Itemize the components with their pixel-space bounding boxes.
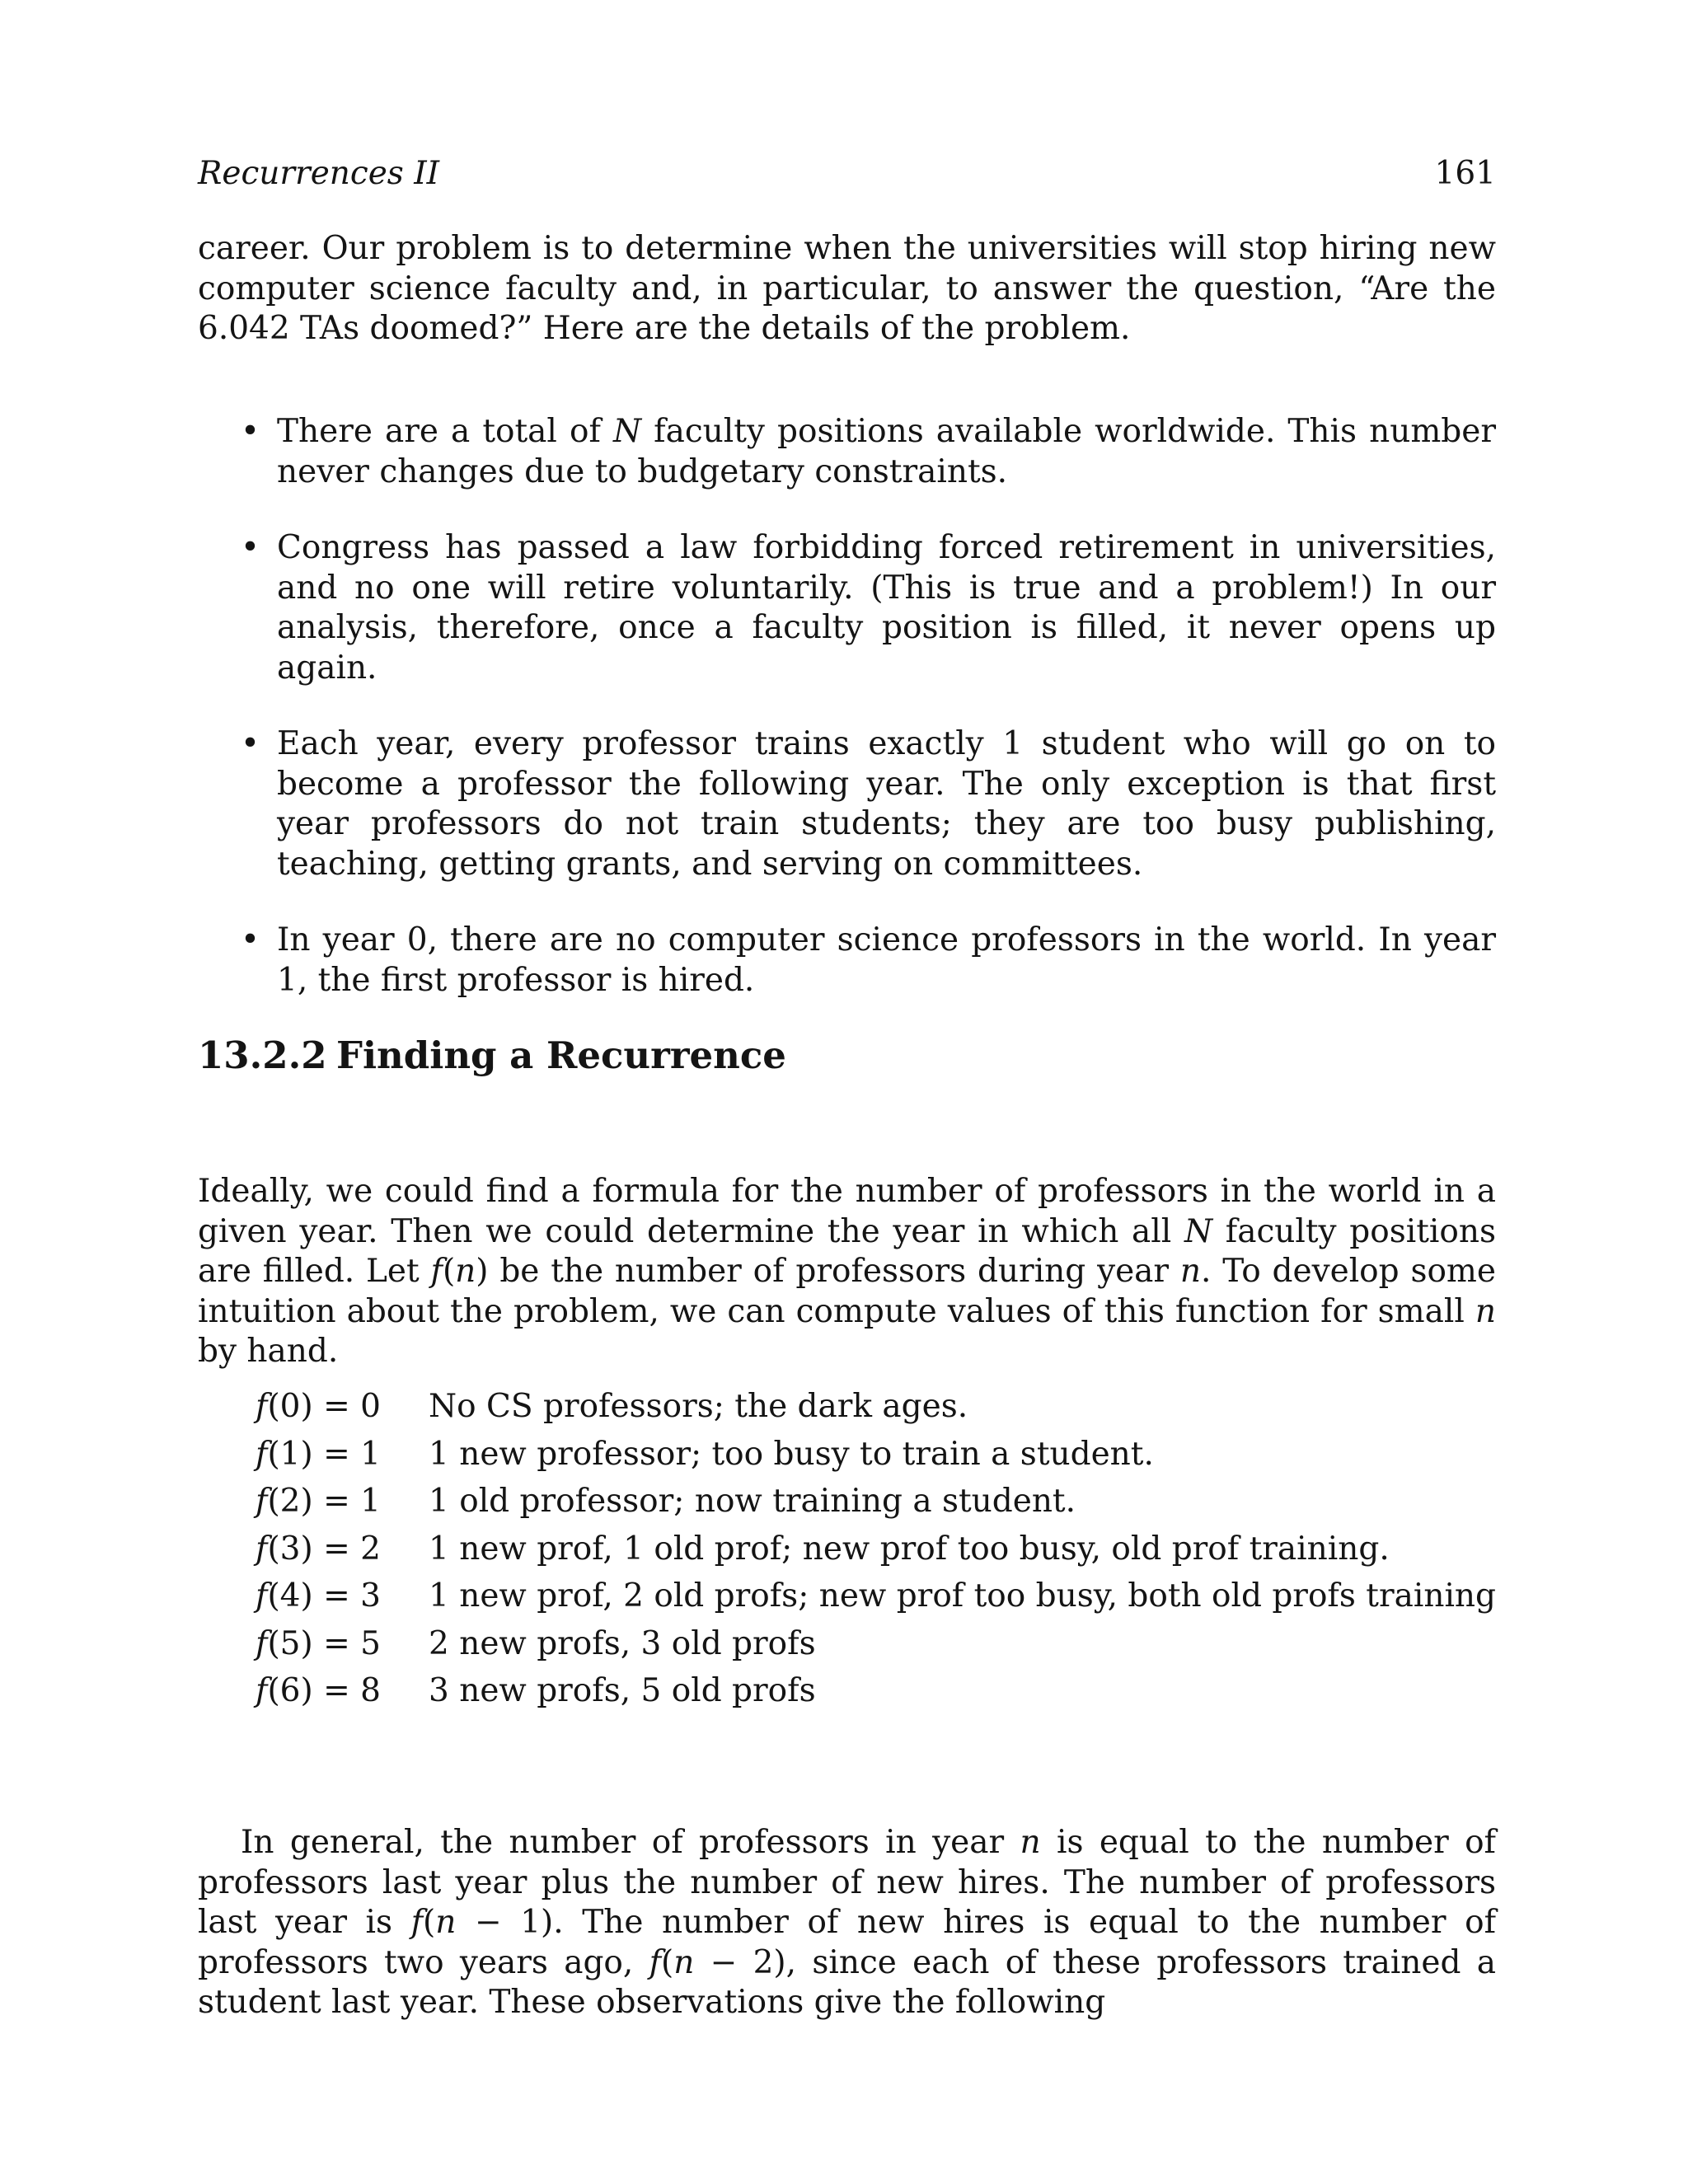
description-cell: 1 new prof, 1 old prof; new prof too busy, old prof training. <box>429 1530 1390 1568</box>
math-text: = 1 <box>312 1483 381 1520</box>
math-var: f <box>256 1672 268 1709</box>
math-var: N <box>612 413 642 450</box>
text-span: . To develop some intuition about the problem, we can compute values of this function for small <box>198 1253 1496 1330</box>
text-span: . The number of new hires is equal to the number of professors two years ago, <box>198 1904 1497 1981</box>
bullet-icon: • <box>241 413 260 450</box>
math-var: f <box>256 1530 268 1568</box>
math-text: (6) <box>267 1672 313 1709</box>
math-cell <box>256 1526 429 1573</box>
math-var: f <box>410 1904 424 1941</box>
math-text: (0) <box>267 1388 313 1425</box>
description-cell: 2 new profs, 3 old profs <box>429 1624 816 1662</box>
math-var: f <box>256 1577 268 1615</box>
math-cell <box>256 1478 429 1526</box>
math-text: = 2 <box>312 1530 381 1568</box>
math-text: = 3 <box>312 1577 381 1615</box>
math-cell <box>256 1667 429 1715</box>
math-text: = 1 <box>312 1435 381 1473</box>
intro-paragraph: career. Our problem is to determine when the universities will stop hiring new computer science faculty and, in particular, to answer the question, “Are the 6.042 TAs doomed?” Here are the details of the problem. <box>198 230 1496 347</box>
math-cell <box>256 1431 429 1479</box>
math-text: (4) <box>267 1577 313 1615</box>
math-text: (1) <box>267 1435 313 1473</box>
math-var: f <box>430 1253 443 1290</box>
section-paragraph <box>198 1172 1496 1372</box>
text-span: In year 0, there are no computer science professors in the world. In year 1, the first professor is hired. <box>277 921 1496 999</box>
text-span: be the number of professors during year <box>488 1253 1180 1290</box>
math-text: ( <box>442 1253 456 1290</box>
math-text: ) <box>476 1253 489 1290</box>
description-cell: 1 new professor; too busy to train a student. <box>429 1435 1154 1473</box>
table-row <box>256 1526 1496 1573</box>
math-cell <box>256 1383 429 1431</box>
table-row <box>256 1383 1496 1431</box>
text-span: , since each of these professors trained a student last year. These observations give the following <box>198 1943 1496 2021</box>
text-span: Ideally, we could find a formula for the number of professors in the world in a given year. Then we could determine the year in which all <box>198 1173 1496 1250</box>
math-cell <box>256 1572 429 1620</box>
section-number: 13.2.2 <box>198 1033 327 1077</box>
description-cell: 1 new prof, 2 old profs; new prof too busy, both old profs training <box>429 1577 1496 1615</box>
running-head <box>198 155 1496 196</box>
bullet-icon: • <box>241 921 260 958</box>
section-title: Finding a Recurrence <box>336 1033 786 1077</box>
math-text: (5) <box>267 1624 313 1662</box>
page-number: 161 <box>1434 155 1496 192</box>
math-var: f <box>256 1435 268 1473</box>
math-cell <box>256 1620 429 1668</box>
text-span: In general, the number of professors in year <box>241 1824 1020 1861</box>
table-row <box>256 1572 1496 1620</box>
math-var: N <box>1184 1212 1213 1250</box>
list-item <box>198 412 1496 492</box>
table-row <box>256 1620 1496 1668</box>
text-span: by hand. <box>198 1333 339 1370</box>
description-cell: No CS professors; the dark ages. <box>429 1388 968 1425</box>
math-text: (3) <box>267 1530 313 1568</box>
general-paragraph <box>198 1823 1496 2023</box>
bullet-icon: • <box>241 725 260 762</box>
math-text: (2) <box>267 1483 313 1520</box>
math-text: − 2) <box>694 1943 786 1981</box>
math-var: n <box>673 1943 695 1981</box>
bullet-icon: • <box>241 529 260 566</box>
text-span: Congress has passed a law forbidding forced retirement in universities, and no one will retire voluntarily. (This is true and a problem!) In our analysis, therefore, once a faculty position is filled, it never opens up again. <box>277 529 1496 687</box>
math-var: f <box>256 1624 268 1662</box>
math-var: f <box>256 1388 268 1425</box>
math-text: = 0 <box>312 1388 381 1425</box>
math-var: n <box>455 1253 476 1290</box>
function-values-table <box>256 1383 1496 1715</box>
text-span: There are a total of <box>277 413 613 450</box>
math-var: n <box>1179 1253 1202 1290</box>
math-text: − 1) <box>456 1904 554 1941</box>
math-var: n <box>1020 1824 1041 1861</box>
text-span: faculty positions are filled. Let <box>198 1212 1496 1290</box>
math-text: ( <box>423 1904 436 1941</box>
problem-details-list <box>198 412 1496 1037</box>
math-text: ( <box>661 1943 674 1981</box>
text-span: Each year, every professor trains exactly 1 student who will go on to become a professor the following year. The only exception is that first year professors do not train students; they are too busy publishing, teaching, getting grants, and serving on committees. <box>277 725 1496 883</box>
math-var: f <box>649 1943 662 1981</box>
text-span: faculty positions available worldwide. This number never changes due to budgetary constraints. <box>277 413 1496 490</box>
math-text: = 8 <box>312 1672 381 1709</box>
text-span: is equal to the number of professors last year plus the number of new hires. The number of professors last year is <box>198 1824 1496 1941</box>
list-item <box>198 724 1496 884</box>
running-title: Recurrences II <box>198 155 440 192</box>
table-row <box>256 1478 1496 1526</box>
table-row <box>256 1431 1496 1479</box>
math-text: = 5 <box>312 1624 381 1662</box>
math-var: n <box>435 1904 457 1941</box>
list-item <box>198 528 1496 688</box>
math-var: f <box>256 1483 268 1520</box>
list-item <box>198 921 1496 1001</box>
table-row <box>256 1667 1496 1715</box>
description-cell: 3 new profs, 5 old profs <box>429 1672 816 1709</box>
math-var: n <box>1475 1292 1496 1330</box>
description-cell: 1 old professor; now training a student. <box>429 1483 1076 1520</box>
section-heading <box>198 1033 786 1077</box>
